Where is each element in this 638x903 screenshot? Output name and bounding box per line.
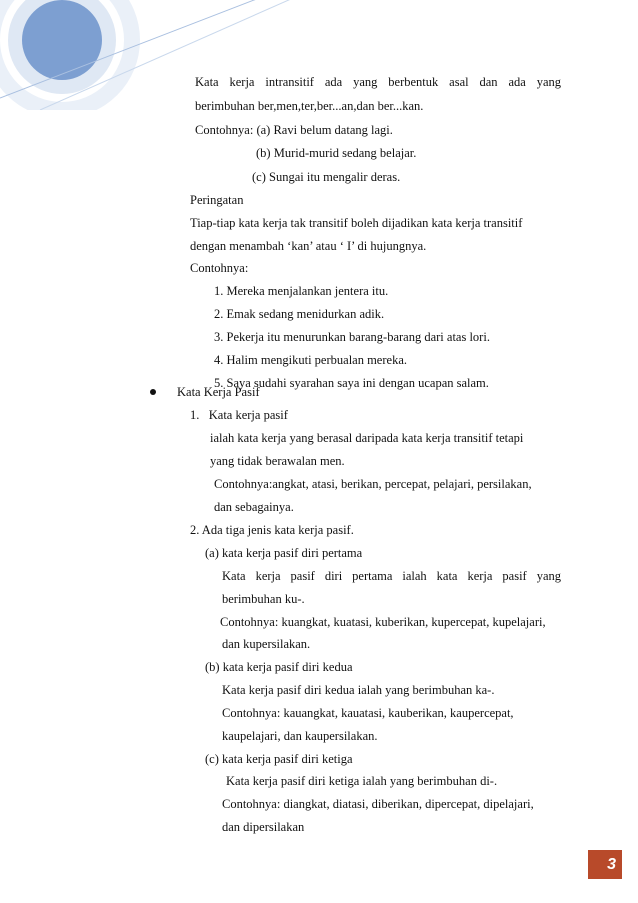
subheading-diri-kedua: (b) kata kerja pasif diri kedua — [205, 660, 353, 674]
text-line-23: Kata kerja pasif diri pertama ialah kata kerja pasif yang — [222, 569, 561, 583]
text-line-30: kaupelajari, dan kaupersilakan. — [222, 729, 378, 743]
text-line-7: Tiap-tiap kata kerja tak transitif boleh dijadikan kata kerja transitif — [190, 216, 523, 230]
text-line-32: Kata kerja pasif diri ketiga ialah yang berimbuhan di-. — [226, 774, 498, 788]
text-line-4: (b) Murid-murid sedang belajar. — [256, 146, 417, 160]
text-line-34: dan dipersilakan — [222, 820, 305, 834]
list-item-3: 3. Pekerja itu menurunkan barang-barang dari atas lori. — [214, 330, 490, 344]
text-line-2: berimbuhan ber,men,ter,ber...an,dan ber...kan. — [195, 99, 424, 113]
text-line-3: Contohnya: (a) Ravi belum datang lagi. — [195, 123, 393, 137]
page-number: 3 — [588, 850, 622, 878]
corner-decoration-icon — [0, 0, 300, 110]
text-line-8: dengan menambah ‘kan’ atau ‘ I’ di hujungnya. — [190, 239, 427, 253]
list-item-1: 1. Mereka menjalankan jentera itu. — [214, 284, 389, 298]
text-line-28: Kata kerja pasif diri kedua ialah yang berimbuhan ka-. — [222, 683, 495, 697]
list-item-4: 4. Halim mengikuti perbualan mereka. — [214, 353, 407, 367]
text-line-20: dan sebagainya. — [214, 500, 294, 514]
page-number-underline — [588, 878, 622, 879]
subheading-diri-pertama: (a) kata kerja pasif diri pertama — [205, 546, 363, 560]
bullet-icon — [150, 389, 156, 395]
section-heading-kata-kerja-pasif: Kata Kerja Pasif — [177, 385, 260, 399]
text-line-26: dan kupersilakan. — [222, 637, 311, 651]
list-item-5: 5. Saya sudahi syarahan saya ini dengan ucapan salam. — [214, 376, 489, 390]
subheading-diri-ketiga: (c) kata kerja pasif diri ketiga — [205, 752, 353, 766]
text-line-17: ialah kata kerja yang berasal daripada kata kerja transitif tetapi — [210, 431, 524, 445]
text-line-29: Contohnya: kauangkat, kauatasi, kauberikan, kaupercepat, — [222, 706, 514, 720]
text-line-21: 2. Ada tiga jenis kata kerja pasif. — [190, 523, 354, 537]
text-line-18: yang tidak berawalan men. — [210, 454, 345, 468]
text-line-1: Kata kerja intransitif ada yang berbentuk asal dan ada yang — [195, 75, 561, 89]
text-line-24: berimbuhan ku-. — [222, 592, 305, 606]
section-heading-peringatan: Peringatan — [190, 193, 244, 207]
text-line-16: 1. Kata kerja pasif — [190, 408, 288, 422]
list-item-2: 2. Emak sedang menidurkan adik. — [214, 307, 385, 321]
text-line-9: Contohnya: — [190, 261, 249, 275]
text-line-25: Contohnya: kuangkat, kuatasi, kuberikan, kupercepat, kupelajari, — [220, 615, 546, 629]
text-line-19: Contohnya:angkat, atasi, berikan, percepat, pelajari, persilakan, — [214, 477, 532, 491]
text-line-5: (c) Sungai itu mengalir deras. — [252, 170, 401, 184]
text-line-33: Contohnya: diangkat, diatasi, diberikan, dipercepat, dipelajari, — [222, 797, 534, 811]
